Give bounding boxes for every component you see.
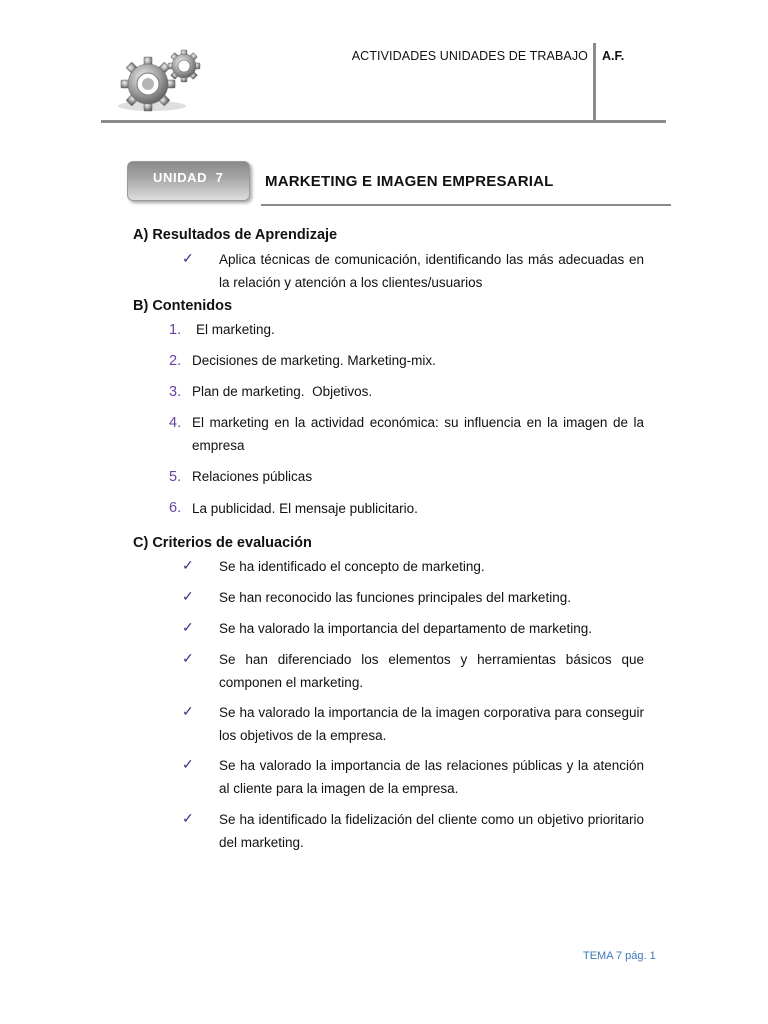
content-item-number: 1. [169, 322, 182, 338]
criteria-item: Se ha valorado la importancia del departamento de marketing. [219, 621, 592, 636]
criteria-item: Se ha valorado la importancia de las relaciones públicas y la atención al cliente para la imagen de la empresa. [219, 758, 644, 796]
criteria-item: Se ha valorado la importancia de la imagen corporativa para conseguir los objetivos de la empresa. [219, 705, 644, 743]
document-header-code: A.F. [602, 49, 625, 63]
section-c-heading: C) Criterios de evaluación [133, 535, 312, 551]
learning-outcome-item: Aplica técnicas de comunicación, identificando las más adecuadas en la relación y atención a los clientes/usuarios [219, 252, 644, 290]
content-item-number: 5. [169, 469, 182, 485]
content-item-text: Decisiones de marketing. Marketing-mix. [192, 353, 436, 368]
check-icon: ✓ [182, 588, 194, 604]
criteria-item: Se ha identificado la fidelización del cliente como un objetivo prioritario del marketing. [219, 812, 644, 850]
page-footer: TEMA 7 pág. 1 [583, 950, 656, 962]
content-item-text: Relaciones públicas [192, 469, 313, 484]
check-icon: ✓ [182, 250, 194, 266]
content-item-number: 6. [169, 500, 182, 516]
check-icon: ✓ [182, 650, 194, 666]
content-item-number: 2. [169, 353, 182, 369]
unit-title-underline [261, 204, 671, 206]
check-icon: ✓ [182, 810, 194, 826]
section-a-heading: A) Resultados de Aprendizaje [133, 227, 338, 243]
criteria-item: Se han diferenciado los elementos y herramientas básicos que componen el marketing. [219, 652, 644, 690]
check-icon: ✓ [182, 703, 194, 719]
check-icon: ✓ [182, 619, 194, 635]
criteria-item: Se ha identificado el concepto de marketing. [219, 559, 485, 574]
content-item-text: Plan de marketing. Objetivos. [192, 384, 373, 399]
criteria-item: Se han reconocido las funciones principales del marketing. [219, 590, 571, 605]
section-b-heading: B) Contenidos [133, 298, 233, 314]
content-item-text: El marketing en la actividad económica: su influencia en la imagen de la empresa [192, 415, 644, 453]
unit-badge-label: UNIDAD 7 [153, 170, 224, 185]
header-divider-horizontal [101, 120, 666, 123]
document-header-title: ACTIVIDADES UNIDADES DE TRABAJO [351, 49, 588, 63]
header-divider-vertical [593, 43, 596, 122]
content-item-text: El marketing. [196, 322, 275, 337]
content-item-number: 3. [169, 384, 182, 400]
check-icon: ✓ [182, 557, 194, 573]
content-item-text: La publicidad. El mensaje publicitario. [192, 501, 418, 516]
content-item-number: 4. [169, 415, 182, 431]
unit-badge [127, 161, 250, 201]
gears-logo-icon [112, 48, 218, 118]
check-icon: ✓ [182, 756, 194, 772]
unit-title: MARKETING E IMAGEN EMPRESARIAL [265, 173, 554, 190]
